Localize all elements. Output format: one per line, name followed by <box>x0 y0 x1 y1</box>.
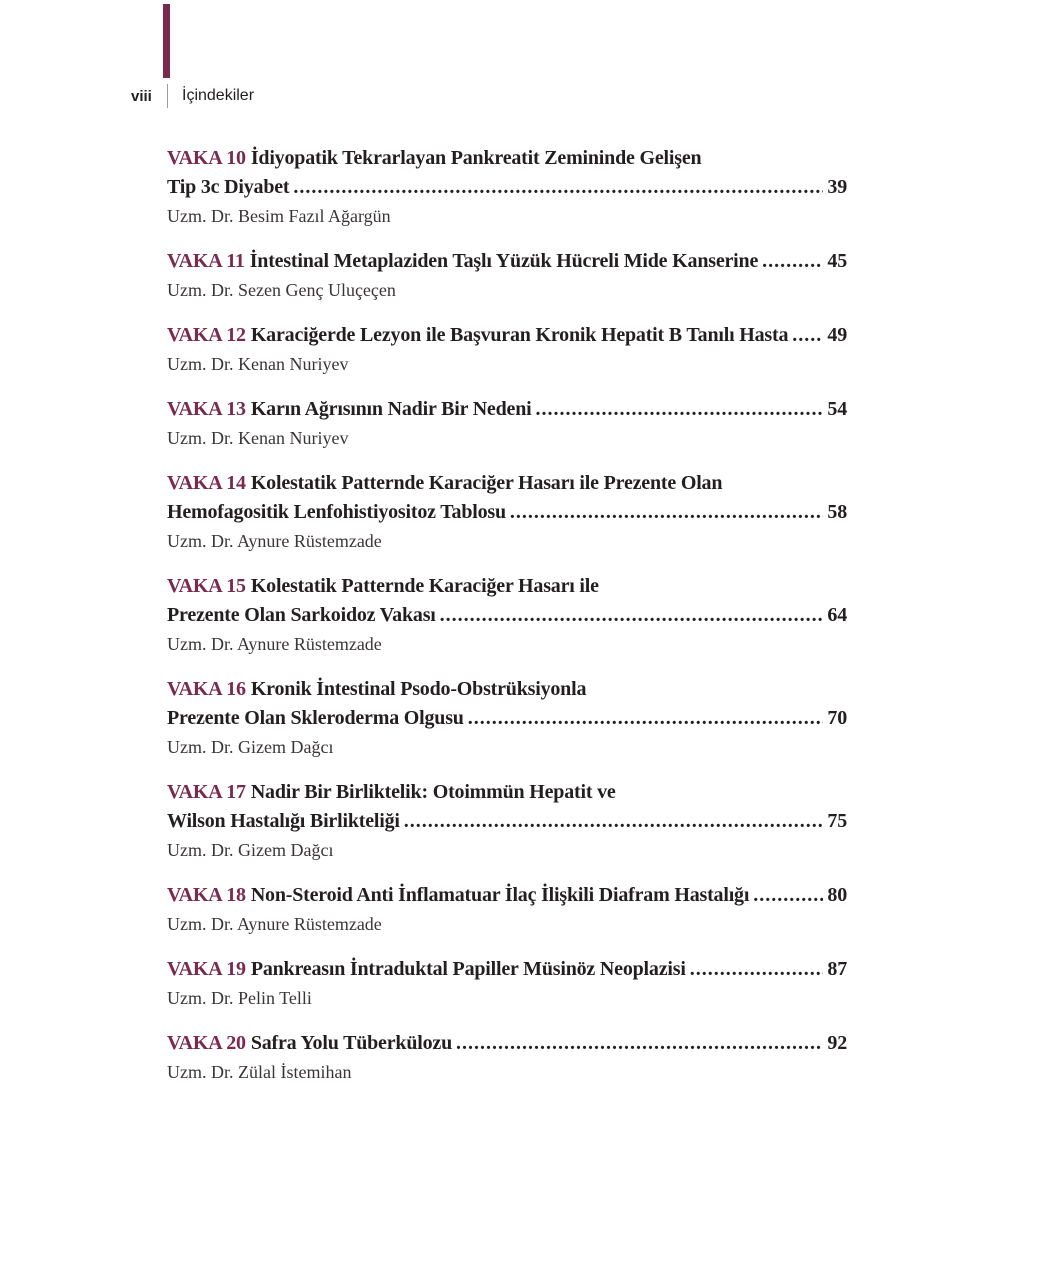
dot-leader <box>690 955 824 984</box>
case-title-continued: Tip 3c Diyabet <box>167 176 290 198</box>
page-reference: 39 <box>827 176 847 198</box>
toc-entry-title-line <box>167 144 847 173</box>
toc-entry-title-line <box>167 955 847 984</box>
case-title-continued: Hemofagositik Lenfohistiyositoz Tablosu <box>167 501 506 523</box>
toc-entry[interactable] <box>167 778 847 864</box>
case-number: VAKA 16 <box>167 678 246 700</box>
toc-entry-title-line <box>167 469 847 498</box>
page-reference: 87 <box>827 958 847 980</box>
toc-entry-title-line <box>167 675 847 704</box>
dot-leader <box>536 395 824 424</box>
case-author: Uzm. Dr. Zülal İstemihan <box>167 1062 352 1082</box>
case-author: Uzm. Dr. Aynure Rüstemzade <box>167 634 382 654</box>
case-number: VAKA 15 <box>167 575 246 597</box>
dot-leader <box>792 321 823 350</box>
case-author: Uzm. Dr. Gizem Dağcı <box>167 840 334 860</box>
toc-entry[interactable] <box>167 144 847 230</box>
case-title: Non-Steroid Anti İnflamatuar İlaç İlişkili Diafram Hastalığı <box>250 884 750 906</box>
table-of-contents <box>167 144 847 1086</box>
toc-entry-title-line <box>167 572 847 601</box>
toc-entry[interactable] <box>167 247 847 304</box>
toc-entry[interactable] <box>167 469 847 555</box>
page-reference: 80 <box>827 884 847 906</box>
toc-entry-title-line <box>167 395 847 424</box>
toc-entry-title-line <box>167 601 847 630</box>
case-number: VAKA 17 <box>167 781 246 803</box>
toc-entry-title-line <box>167 704 847 733</box>
case-author: Uzm. Dr. Kenan Nuriyev <box>167 428 349 448</box>
case-title: Kronik İntestinal Psodo-Obstrüksiyonla <box>250 678 587 700</box>
toc-entry-title-line <box>167 498 847 527</box>
case-title: Karaciğerde Lezyon ile Başvuran Kronik Hepatit B Tanılı Hasta <box>250 324 789 346</box>
case-author: Uzm. Dr. Aynure Rüstemzade <box>167 914 382 934</box>
toc-entry[interactable] <box>167 1029 847 1086</box>
case-author: Uzm. Dr. Gizem Dağcı <box>167 737 334 757</box>
case-number: VAKA 18 <box>167 884 246 906</box>
toc-entry-title-line <box>167 247 847 276</box>
case-title: Safra Yolu Tüberkülozu <box>250 1032 453 1054</box>
header-divider <box>167 84 168 108</box>
case-number: VAKA 19 <box>167 958 246 980</box>
case-author: Uzm. Dr. Sezen Genç Uluçeçen <box>167 280 396 300</box>
running-head <box>131 84 254 108</box>
case-author: Uzm. Dr. Pelin Telli <box>167 988 312 1008</box>
case-number: VAKA 14 <box>167 472 246 494</box>
page-reference: 92 <box>827 1032 847 1054</box>
case-title-continued: Prezente Olan Skleroderma Olgusu <box>167 707 464 729</box>
toc-entry[interactable] <box>167 955 847 1012</box>
dot-leader <box>404 807 824 836</box>
case-author: Uzm. Dr. Besim Fazıl Ağargün <box>167 206 391 226</box>
case-author: Uzm. Dr. Kenan Nuriyev <box>167 354 349 374</box>
toc-entry[interactable] <box>167 675 847 761</box>
case-title-continued: Prezente Olan Sarkoidoz Vakası <box>167 604 436 626</box>
case-author: Uzm. Dr. Aynure Rüstemzade <box>167 531 382 551</box>
dot-leader <box>440 601 824 630</box>
dot-leader <box>456 1029 823 1058</box>
toc-entry-title-line <box>167 881 847 910</box>
dot-leader <box>510 498 823 527</box>
case-title: Kolestatik Patternde Karaciğer Hasarı ile <box>250 575 599 597</box>
case-title: İdiyopatik Tekrarlayan Pankreatit Zemininde Gelişen <box>250 147 702 169</box>
case-number: VAKA 11 <box>167 250 245 272</box>
page-reference: 45 <box>827 250 847 272</box>
case-title: Nadir Bir Birliktelik: Otoimmün Hepatit ve <box>250 781 616 803</box>
toc-entry-title-line <box>167 321 847 350</box>
case-number: VAKA 10 <box>167 147 246 169</box>
section-title: İçindekiler <box>182 87 255 104</box>
accent-bar <box>163 4 170 78</box>
case-number: VAKA 12 <box>167 324 246 346</box>
case-title: Karın Ağrısının Nadir Bir Nedeni <box>250 398 532 420</box>
page-reference: 49 <box>827 324 847 346</box>
dot-leader <box>762 247 823 276</box>
toc-entry-title-line <box>167 173 847 202</box>
page-reference: 70 <box>827 707 847 729</box>
toc-entry-title-line <box>167 1029 847 1058</box>
page-reference: 75 <box>827 810 847 832</box>
case-number: VAKA 13 <box>167 398 246 420</box>
case-number: VAKA 20 <box>167 1032 246 1054</box>
page-number: viii <box>131 87 152 105</box>
case-title: İntestinal Metaplaziden Taşlı Yüzük Hücreli Mide Kanserine <box>249 250 759 272</box>
toc-entry-title-line <box>167 807 847 836</box>
case-title: Kolestatik Patternde Karaciğer Hasarı ile Prezente Olan <box>250 472 723 494</box>
case-title-continued: Wilson Hastalığı Birlikteliği <box>167 810 400 832</box>
page-reference: 54 <box>827 398 847 420</box>
toc-entry-title-line <box>167 778 847 807</box>
page-reference: 58 <box>827 501 847 523</box>
toc-entry[interactable] <box>167 881 847 938</box>
dot-leader <box>293 173 823 202</box>
toc-entry[interactable] <box>167 395 847 452</box>
dot-leader <box>468 704 824 733</box>
dot-leader <box>753 881 823 910</box>
page-reference: 64 <box>827 604 847 626</box>
case-title: Pankreasın İntraduktal Papiller Müsinöz Neoplazisi <box>250 958 686 980</box>
toc-entry[interactable] <box>167 321 847 378</box>
toc-entry[interactable] <box>167 572 847 658</box>
